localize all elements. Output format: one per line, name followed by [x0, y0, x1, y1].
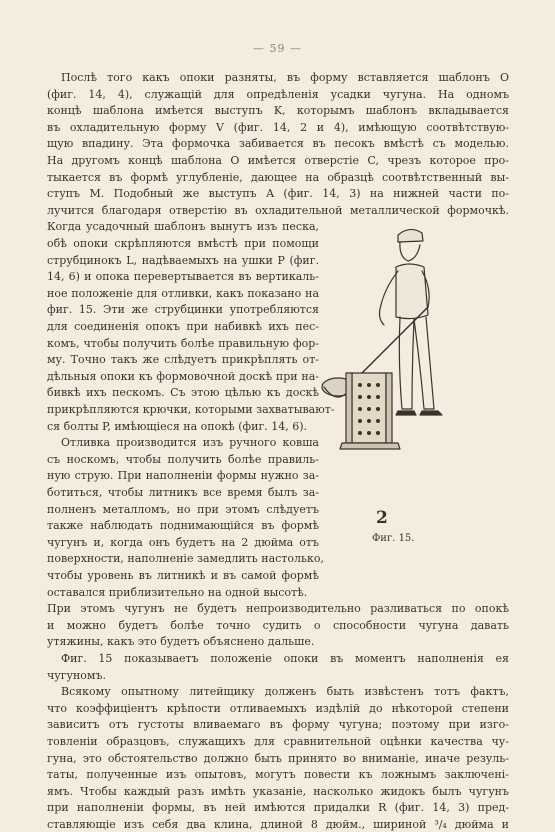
page-number: — 59 — — [253, 42, 302, 55]
text-line: утяжины, какъ это будетъ объяснено дальше. — [47, 635, 315, 648]
text-line: гуна, это обстоятельство должно быть принято во вниманіе, иначе резуль- — [47, 752, 509, 765]
text-line: и можно будетъ болѣе точно судить о способности чугуна давать — [47, 619, 509, 632]
foundry-worker-illustration — [316, 223, 506, 453]
text-line: Отливка производится изъ ручного ковша — [61, 436, 319, 449]
text-line: обѣ опоки скрѣпляются вмѣстѣ при помощи — [47, 237, 319, 250]
text-line: На другомъ концѣ шаблона O имѣется отверстіе C, чрезъ которое про- — [47, 154, 509, 167]
text-line: концѣ шаблона имѣется выступъ K, которымъ шаблонъ вкладывается — [47, 104, 509, 117]
text-line: что коэффиціентъ крѣпости отливаемыхъ издѣлій до нѣкоторой степени — [47, 702, 509, 715]
text-line: бивкѣ ихъ пескомъ. Съ этою цѣлью къ доскѣ — [47, 386, 319, 399]
text-line: ямъ. Чтобы каждый разъ имѣть указаніе, насколько жидокъ былъ чугунъ — [47, 785, 509, 798]
text-line: чтобы уровень въ литникѣ и въ самой формѣ — [47, 569, 319, 582]
text-line: товленіи образцовъ, служащихъ для сравнительной оцѣнки качества чу- — [47, 735, 509, 748]
text-line: при наполненіи формы, въ ней имѣются придалки R (фиг. 14, 3) пред- — [47, 801, 509, 814]
text-line: му. Точно такъ же слѣдуетъ прикрѣплять от- — [47, 353, 319, 366]
text-line: съ носкомъ, чтобы получить болѣе правиль- — [47, 453, 319, 466]
figure-caption: Фиг. 15. — [372, 533, 415, 544]
text-line: (фиг. 14, 4), служащій для опредѣленія усадки чугуна. На одномъ — [47, 88, 509, 101]
text-line: таты, полученные изъ опытовъ, могутъ повести къ ложнымъ заключені- — [47, 768, 509, 781]
text-line: При этомъ чугунъ не будетъ непроизводительно разливаться по опокѣ — [47, 602, 509, 615]
text-line: Всякому опытному литейщику долженъ быть извѣстенъ тотъ фактъ, — [61, 685, 509, 698]
text-line: полненъ металломъ, но при этомъ слѣдуетъ — [47, 503, 319, 516]
text-line: щую впадину. Эта формочка забивается въ песокъ вмѣстѣ съ моделью. — [47, 137, 509, 150]
text-line: ся болты P, имѣющіеся на опокѣ (фиг. 14, 6). — [47, 420, 308, 433]
text-line: чугунъ и, когда онъ будетъ на 2 дюйма отъ — [47, 536, 319, 549]
text-line: поверхности, наполненіе замедлить настолько, — [47, 552, 324, 565]
text-line: для соединенія опокъ при набивкѣ ихъ пес- — [47, 320, 319, 333]
text-line: ботиться, чтобы литникъ все время былъ за- — [47, 486, 319, 499]
text-line: Когда усадочный шаблонъ вынутъ изъ песка, — [47, 220, 319, 233]
text-line: ставляющіе изъ себя два клина, длиной 8 дюйм., шириной ³/₄ дюйма и — [47, 818, 509, 831]
text-line: ступъ M. Подобный же выступъ A (фиг. 14, 3) на нижней части по- — [47, 187, 509, 200]
text-line: ное положеніе для отливки, какъ показано на — [47, 287, 319, 300]
text-line: чугуномъ. — [47, 669, 106, 682]
text-line: тыкается въ формѣ углубленіе, дающее на образцѣ соотвѣтственный вы- — [47, 171, 509, 184]
figure-number-mark: 2 — [376, 508, 388, 528]
text-line: комъ, чтобы получить болѣе правильную фор- — [47, 337, 319, 350]
text-line: дѣльныя опоки къ формовочной доскѣ при на- — [47, 370, 319, 383]
text-line: прикрѣпляются крючки, которыми захватывают- — [47, 403, 335, 416]
text-line: Послѣ того какъ опоки разняты, въ форму вставляется шаблонъ O — [61, 71, 509, 84]
text-line: струбцинокъ L, надѣваемыхъ на ушки P (фиг. — [47, 254, 319, 267]
text-line: ную струю. При наполненіи формы нужно за- — [47, 469, 319, 482]
text-line: лучится благодаря отверстію въ охладительной металлической формочкѣ. — [47, 204, 509, 217]
text-line: 14, 6) и опока перевертывается въ вертикаль- — [47, 270, 319, 283]
text-line: фиг. 15. Эти же струбцинки употребляются — [47, 303, 319, 316]
text-line: зависитъ отъ густоты вливаемаго въ форму чугуна; поэтому при изго- — [47, 718, 509, 731]
text-line: Фиг. 15 показываетъ положеніе опоки въ моментъ наполненія ея — [61, 652, 509, 665]
text-line: оставался приблизительно на одной высотѣ. — [47, 586, 308, 599]
text-line: въ охладительную форму V (фиг. 14, 2 и 4), имѣющую соотвѣтствую- — [47, 121, 509, 134]
text-line: также наблюдать поднимающійся въ формѣ — [47, 519, 319, 532]
